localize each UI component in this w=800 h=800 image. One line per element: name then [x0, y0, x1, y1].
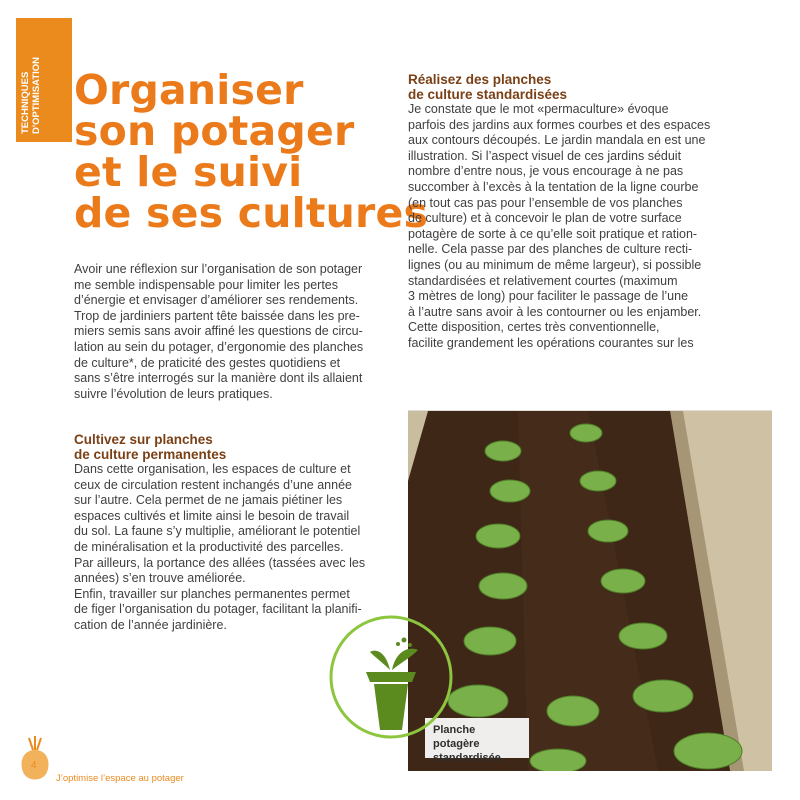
title-line: et le suivi — [74, 148, 303, 196]
text-line: de figer l’organisation du potager, facilitant la planifi- — [74, 602, 362, 617]
text-line: (en tout cas pas pour l’ensemble de vos planches — [408, 195, 683, 210]
section-standardized — [408, 72, 754, 352]
text-line: cation de l’année jardinière. — [74, 617, 227, 632]
heading-line: Cultivez sur planches — [74, 432, 213, 447]
text-line: potagère de sorte à ce qu’elle soit pratique et ration- — [408, 226, 698, 241]
text-line: d’énergie et envisager d’améliorer ses rendements. — [74, 293, 359, 308]
text-line: succomber à l’excès à la tentation de la ligne courbe — [408, 179, 699, 194]
text-line: me semble indispensable pour limiter les pertes — [74, 277, 339, 292]
caption-line: Planche potagère — [433, 724, 480, 750]
text-line: illustration. Si l’aspect visuel de ces jardins séduit — [408, 148, 682, 163]
text-line: parfois des jardins aux formes courbes et des espaces — [408, 117, 711, 132]
text-line: suivre l’évolution de leurs pratiques. — [74, 386, 273, 401]
intro-paragraph — [74, 262, 390, 402]
text-line: de culture*, de praticité des gestes quotidiens et — [74, 355, 341, 370]
section-permanent — [74, 432, 390, 634]
text-line: lignes (ou au minimum de même largeur), si possible — [408, 257, 702, 272]
text-line: Dans cette organisation, les espaces de culture et — [74, 462, 351, 476]
text-line: à l’autre sans avoir à les contourner ou les enjamber. — [408, 304, 702, 319]
text-line: Trop de jardiniers partent tête baissée dans les pre- — [74, 308, 360, 323]
text-line: Cette disposition, certes très conventionnelle, — [408, 320, 660, 335]
text-line: facilite grandement les opérations courantes sur les — [408, 335, 694, 350]
heading-line: Réalisez des planches — [408, 72, 552, 87]
text-line: ceux de circulation restent inchangés d’une année — [74, 477, 352, 492]
text-line: années) s’en trouve améliorée. — [74, 571, 246, 586]
text-line: du sol. La faune s’y multiplie, améliorant le potentiel — [74, 524, 361, 539]
intro-text — [74, 262, 390, 402]
text-line: lation au sein du potager, d’ergonomie des planches — [74, 339, 364, 354]
text-line: sans s’être interrogés sur la manière dont ils allaient — [74, 371, 363, 386]
text-line: nombre d’entre nous, je vous encourage à ne pas — [408, 164, 684, 179]
title-line: son potager — [74, 107, 355, 155]
text-line: 3 mètres de long) pour faciliter le passage de l’une — [408, 289, 689, 304]
caption-line: standardisée. — [433, 752, 504, 764]
section-tab-line2: D'OPTIMISATION — [31, 56, 42, 134]
text-line: de minéralisation et la productivité des parcelles. — [74, 539, 344, 554]
heading-line: de culture standardisées — [408, 87, 568, 102]
section-heading — [408, 72, 754, 102]
text-line: standardisées et relativement courtes (maximum — [408, 273, 678, 288]
section-tab — [16, 18, 72, 142]
page-title — [74, 66, 429, 237]
text-line: sur l’autre. Cela permet de ne jamais piétiner les — [74, 493, 343, 508]
heading-line: de culture permanentes — [74, 447, 227, 462]
text-line: Enfin, travailler sur planches permanentes permet — [74, 586, 350, 601]
title-line: de ses cultures — [74, 189, 429, 237]
text-line: de culture) et à concevoir le plan de votre surface — [408, 211, 682, 226]
text-line: aux contours découpés. Le jardin mandala en est une — [408, 133, 706, 148]
text-line: nelle. Cela passe par des planches de culture recti- — [408, 242, 693, 257]
section-tab-line1: TECHNIQUES — [20, 71, 31, 134]
section-body — [408, 102, 754, 352]
text-line: espaces cultivés et limite ainsi le besoin de travail — [74, 508, 350, 523]
section-heading — [74, 432, 390, 462]
text-line: Par ailleurs, la portance des allées (tassées avec les — [74, 555, 366, 570]
page-number: 4 — [31, 760, 37, 771]
garden-bed-photo — [408, 410, 772, 771]
section-body — [74, 462, 390, 634]
running-footer: J’optimise l’espace au potager — [56, 773, 184, 784]
section-tab-label — [20, 57, 42, 134]
title-line: Organiser — [74, 66, 304, 114]
text-line: Je constate que le mot «permaculture» évoque — [408, 102, 669, 116]
text-line: Avoir une réflexion sur l’organisation de son potager — [74, 262, 363, 276]
plant-pot-icon — [326, 612, 456, 742]
text-line: miers semis sans avoir affiné les questions de circu- — [74, 324, 363, 339]
